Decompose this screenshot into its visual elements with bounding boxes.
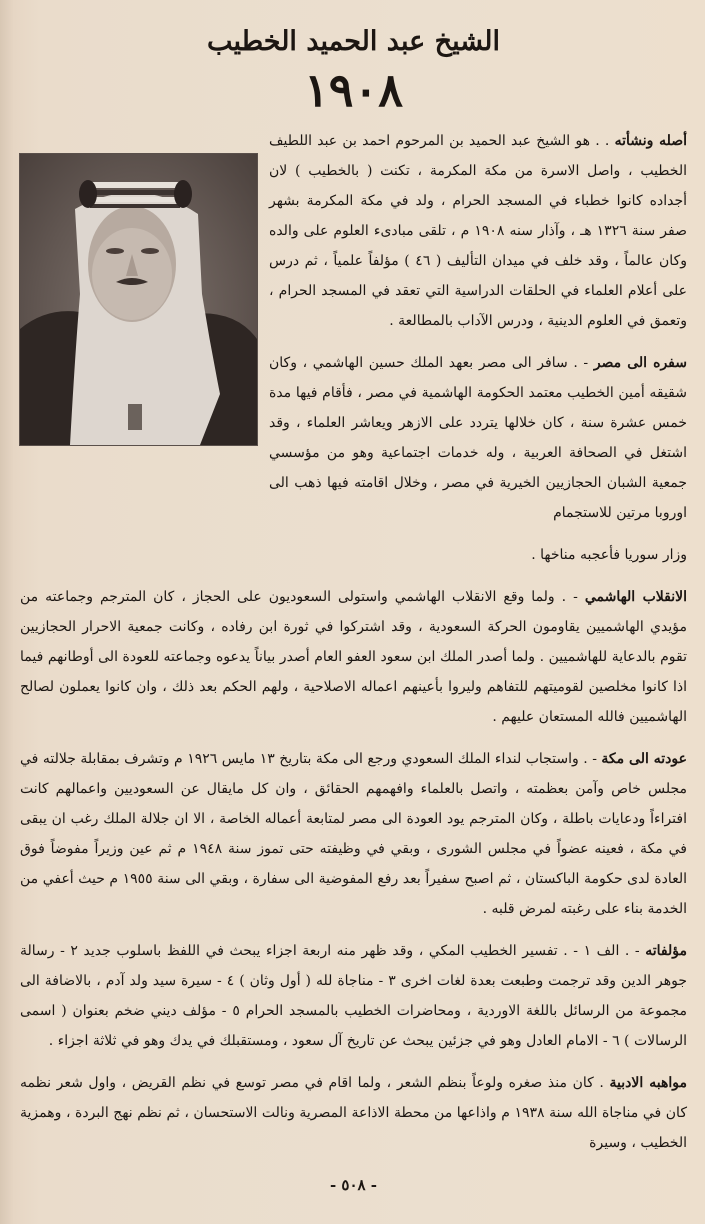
section-heading: أصله ونشأته — [614, 133, 688, 149]
section-text: - . ولما وقع الانقلاب الهاشمي واستولى السعوديون على الحجاز ، كان المترجم وجماعته من مؤيدي الهاشميين يقاومون الحركة السعودية ، وقد اشتركوا في ثورة ابن رفاده ، وكانت جمعية الاحرار الحجازيين تقوم بالدعاية للهاشميين . ولما أصدر الملك ابن سعود العفو العام أصدر بياناً يدعوه وجماعته للعودة الى أوطانهم فيما اذا كانوا مخلصين لقوميتهم للتفاهم وليروا بأعينهم اعماله الاصلاحية ، ولهم الحكم بعد ذلك ، وان كانوا يعملون لصالح الهاشميين فالله المستعان عليهم . — [20, 589, 687, 725]
section-return-to-mecca — [20, 744, 687, 924]
section-literary-talents — [20, 1068, 687, 1158]
section-egypt-continued — [20, 540, 687, 570]
section-heading: سفره الى مصر — [593, 355, 687, 371]
section-hashemite-revolution — [20, 582, 687, 732]
section-heading: الانقلاب الهاشمي — [584, 589, 687, 605]
section-heading: مؤلفاته — [645, 943, 687, 959]
section-text: - . الف ١ - . تفسير الخطيب المكي ، وقد ظهر منه اربعة اجزاء يبحث في اللفظ باسلوب جديد ٢ - رسالة جوهر الدين وقد ترجمت وطبعت بعدة لغات اخرى ٣ - مناجاة لله ( أول وثان ) ٤ - سيرة سيد ولد آدم ، بالاضافة الى مجموعة من الرسائل باللغة الاوردية ، ومحاضرات الخطيب بالمسجد الحرام ٥ - مؤلف ديني ضخم بعنوان ( اسمى الرسالات ) ٦ - الامام العادل وهو في جزئين يبحث عن تاريخ آل سعود ، ومستقبلك في يدك وهو في ثلاثة اجزاء . — [20, 943, 687, 1049]
section-text: . . هو الشيخ عبد الحميد بن المرحوم احمد بن عبد اللطيف الخطيب ، واصل الاسرة من مكة المكرمة ، تكنت ( بالخطيب ) لان أجداده كانوا خطباء في المسجد الحرام ، ولد في مكة المكرمة بشهر صفر سنة ١٣٢٦ هـ ، وآذار سنه ١٩٠٨ م ، تلقى مبادىء العلوم على والده وكان عالماً ، وقد خلف في ميدان التأليف ( ٤٦ ) مؤلفاً علمياً ، ثم درس على أعلام العلماء في الحلقات الدراسية التي تعقد في المسجد الحرام ، وتعمق في العلوم الدينية ، ودرس الآداب بالمطالعة . — [269, 133, 687, 329]
section-origin — [269, 126, 687, 336]
intro-text-column — [269, 126, 687, 540]
page-number: - ٥٠٨ - — [329, 1176, 378, 1194]
section-text: وزار سوريا فأعجبه مناخها . — [531, 547, 687, 563]
page-title: الشيخ عبد الحميد الخطيب — [206, 26, 501, 57]
section-egypt — [269, 348, 687, 528]
birth-year: ١٩٠٨ — [304, 63, 403, 117]
section-text: - . واستجاب لنداء الملك السعودي ورجع الى مكة بتاريخ ١٣ مايس ١٩٢٦ م وتشرف بمقابلة جلالته في مجلس خاص وآمن بعظمته ، واتصل بالعلماء وافهمهم الحقائق ، وان كل مايقال عن السعوديين واعمالهم كانت افتراءاً ودعايات باطلة ، وكان المترجم يود العودة الى مصر لمتابعة أعماله الخاصة ، الا ان جلالة الملك رغب ان يبقى في مكة ، فعينه عضواً في مجلس الشورى ، وبقي في وظيفته حتى تموز سنة ١٩٤٨ م ثم عين وزيراً مفوضاً فوق العادة لدى حكومة الباكستان ، ثم اصبح سفيراً بعد رفع المفوضية الى سفارة ، وبقي الى سنة ١٩٥٥ م حيث أعفي من الخدمة بناء على رغبته لمرض قلبه . — [20, 751, 687, 917]
portrait-image — [20, 154, 257, 445]
section-heading: عودته الى مكة — [601, 751, 687, 767]
section-text: - . سافر الى مصر بعهد الملك حسين الهاشمي ، وكان شقيقه أمين الخطيب معتمد الحكومة الهاشمية في مصر ، فأقام فيها مدة خمس عشرة سنة ، كان خلالها يتردد على الازهر ويعاشر العلماء ، وقد اشتغل في الصحافة العربية ، وله خدمات اجتماعية وهو من مؤسسي جمعية الشبان الحجازيين الخيرية في مصر ، وخلال اقامته فيها ذهب الى اوروبا مرتين للاستجمام — [269, 355, 687, 521]
section-heading: مواهبه الادبية — [609, 1075, 687, 1091]
section-works — [20, 936, 687, 1056]
portrait-photo — [20, 154, 257, 445]
intro-row — [20, 126, 687, 540]
section-text: . كان منذ صغره ولوعاً بنظم الشعر ، ولما اقام في مصر توسع في نظم القريض ، واول شعر نظمه كان في مناجاة الله سنة ١٩٣٨ م واذاعها من محطة الاذاعة المصرية ونالت الاستحسان ، ثم نظم نهج البردة ، وهمزية الخطيب ، وسيرة — [20, 1075, 687, 1151]
